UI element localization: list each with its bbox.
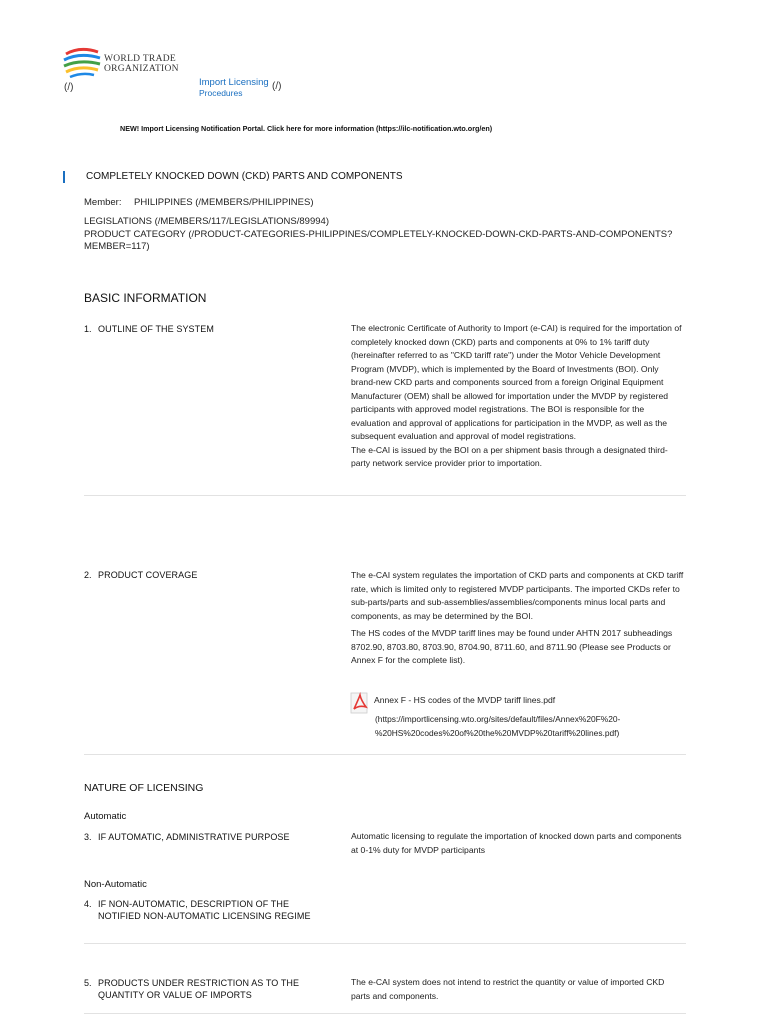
divider <box>84 754 686 755</box>
q2-answer-para2: The HS codes of the MVDP tariff lines may be found under AHTN 2017 subheadings 8702.90, 8703.80, 8703.90, 8704.90, 8711.60, and 8711.90 (Please see Products or Annex F for the complete list). <box>351 628 673 665</box>
annex-f-file-link[interactable]: (https://importlicensing.wto.org/sites/default/files/Annex%20F%20-%20HS%20codes%20of%20the%20MVDP%20tariff%20lines.pdf) <box>375 714 621 738</box>
divider <box>84 495 686 496</box>
wto-logo-icon[interactable] <box>62 46 102 80</box>
ilp-logo[interactable] <box>199 78 269 98</box>
q5-answer: The e-CAI system does not intend to restrict the quantity or value of imported CKD parts and components. <box>351 977 665 1001</box>
title-accent-bar <box>63 171 65 183</box>
q5-number: 5. <box>84 978 92 988</box>
q1-label: OUTLINE OF THE SYSTEM <box>98 324 214 334</box>
q1-answer <box>351 322 685 471</box>
q3-label: IF AUTOMATIC, ADMINISTRATIVE PURPOSE <box>98 832 290 842</box>
nature-of-licensing-heading: NATURE OF LICENSING <box>84 782 204 794</box>
q4-number: 4. <box>84 899 92 909</box>
member-label: Member: <box>84 197 122 208</box>
ilp-title: Import Licensing <box>199 77 269 88</box>
q3-number: 3. <box>84 832 92 842</box>
basic-information-heading: BASIC INFORMATION <box>84 291 207 305</box>
product-category-link[interactable]: PRODUCT CATEGORY (/PRODUCT-CATEGORIES-PHILIPPINES/COMPLETELY-KNOCKED-DOWN-CKD-PARTS-AND-COMPONENTS?MEMBER=117) <box>84 228 673 252</box>
meta-links <box>84 216 704 254</box>
q2-answer <box>351 569 685 668</box>
q4-label: IF NON-AUTOMATIC, DESCRIPTION OF THE NOTIFIED NON-AUTOMATIC LICENSING REGIME <box>98 899 311 921</box>
home-link[interactable]: (/) <box>64 82 74 93</box>
q2-answer-para1: The e-CAI system regulates the importation of CKD parts and components at CKD tariff rate, which is limited only to registered MVDP participants. The imported CKDs refer to sub-parts/parts and sub-assemblies/assemblies/components minus local parts and components, as may be determined by the BOI. <box>351 570 684 621</box>
q1-number: 1. <box>84 324 92 334</box>
divider <box>84 943 686 944</box>
q2-label: PRODUCT COVERAGE <box>98 570 198 580</box>
legislations-link[interactable]: LEGISLATIONS (/MEMBERS/117/LEGISLATIONS/89994) <box>84 216 329 227</box>
news-banner-link[interactable]: NEW! Import Licensing Notification Portal. Click here for more information (https://ilc-notification.wto.org/en) <box>120 124 493 133</box>
annex-f-file-name[interactable]: Annex F - HS codes of the MVDP tariff lines.pdf <box>374 695 556 705</box>
q1-answer-para2: The e-CAI is issued by the BOI on a per shipment basis through a designated third-party network service provider prior to importation. <box>351 444 668 468</box>
member-link[interactable]: PHILIPPINES (/MEMBERS/PHILIPPINES) <box>134 197 314 208</box>
ilp-home-link[interactable]: (/) <box>272 81 282 92</box>
org-name-line1: WORLD TRADE <box>104 54 176 64</box>
q5-label: PRODUCTS UNDER RESTRICTION AS TO THE QUANTITY OR VALUE OF IMPORTS <box>98 978 300 1000</box>
org-name-line2: ORGANIZATION <box>104 64 179 74</box>
divider <box>84 1013 686 1014</box>
q3-answer: Automatic licensing to regulate the importation of knocked down parts and components at 0-1% duty for MVDP participants <box>351 831 682 855</box>
q1-answer-para1: The electronic Certificate of Authority to Import (e-CAI) is required for the importation of completely knocked down (CKD) parts and components at 0% to 1% tariff duty (hereinafter referred to as "CKD tariff rate") under the Motor Vehicle Development Program (MVDP), which is implemented by the Board of Investments (BOI). Only brand-new CKD parts and components sourced from a foreign Original Equipment Manufacturer (OEM) shall be allowed for importation under the MVDP by registered participants with approved model registrations. The BOI is responsible for the evaluation and approval of applications for participation in the MVDP, as well as the subsequent evaluation and approval of model registrations. <box>351 323 682 441</box>
non-automatic-subheading: Non-Automatic <box>84 879 147 890</box>
ilp-subtitle: Procedures <box>199 88 243 98</box>
organization-name <box>104 54 179 74</box>
pdf-file-icon[interactable] <box>350 692 370 714</box>
page-title: COMPLETELY KNOCKED DOWN (CKD) PARTS AND COMPONENTS <box>86 171 403 182</box>
q2-number: 2. <box>84 570 92 580</box>
automatic-subheading: Automatic <box>84 811 127 822</box>
